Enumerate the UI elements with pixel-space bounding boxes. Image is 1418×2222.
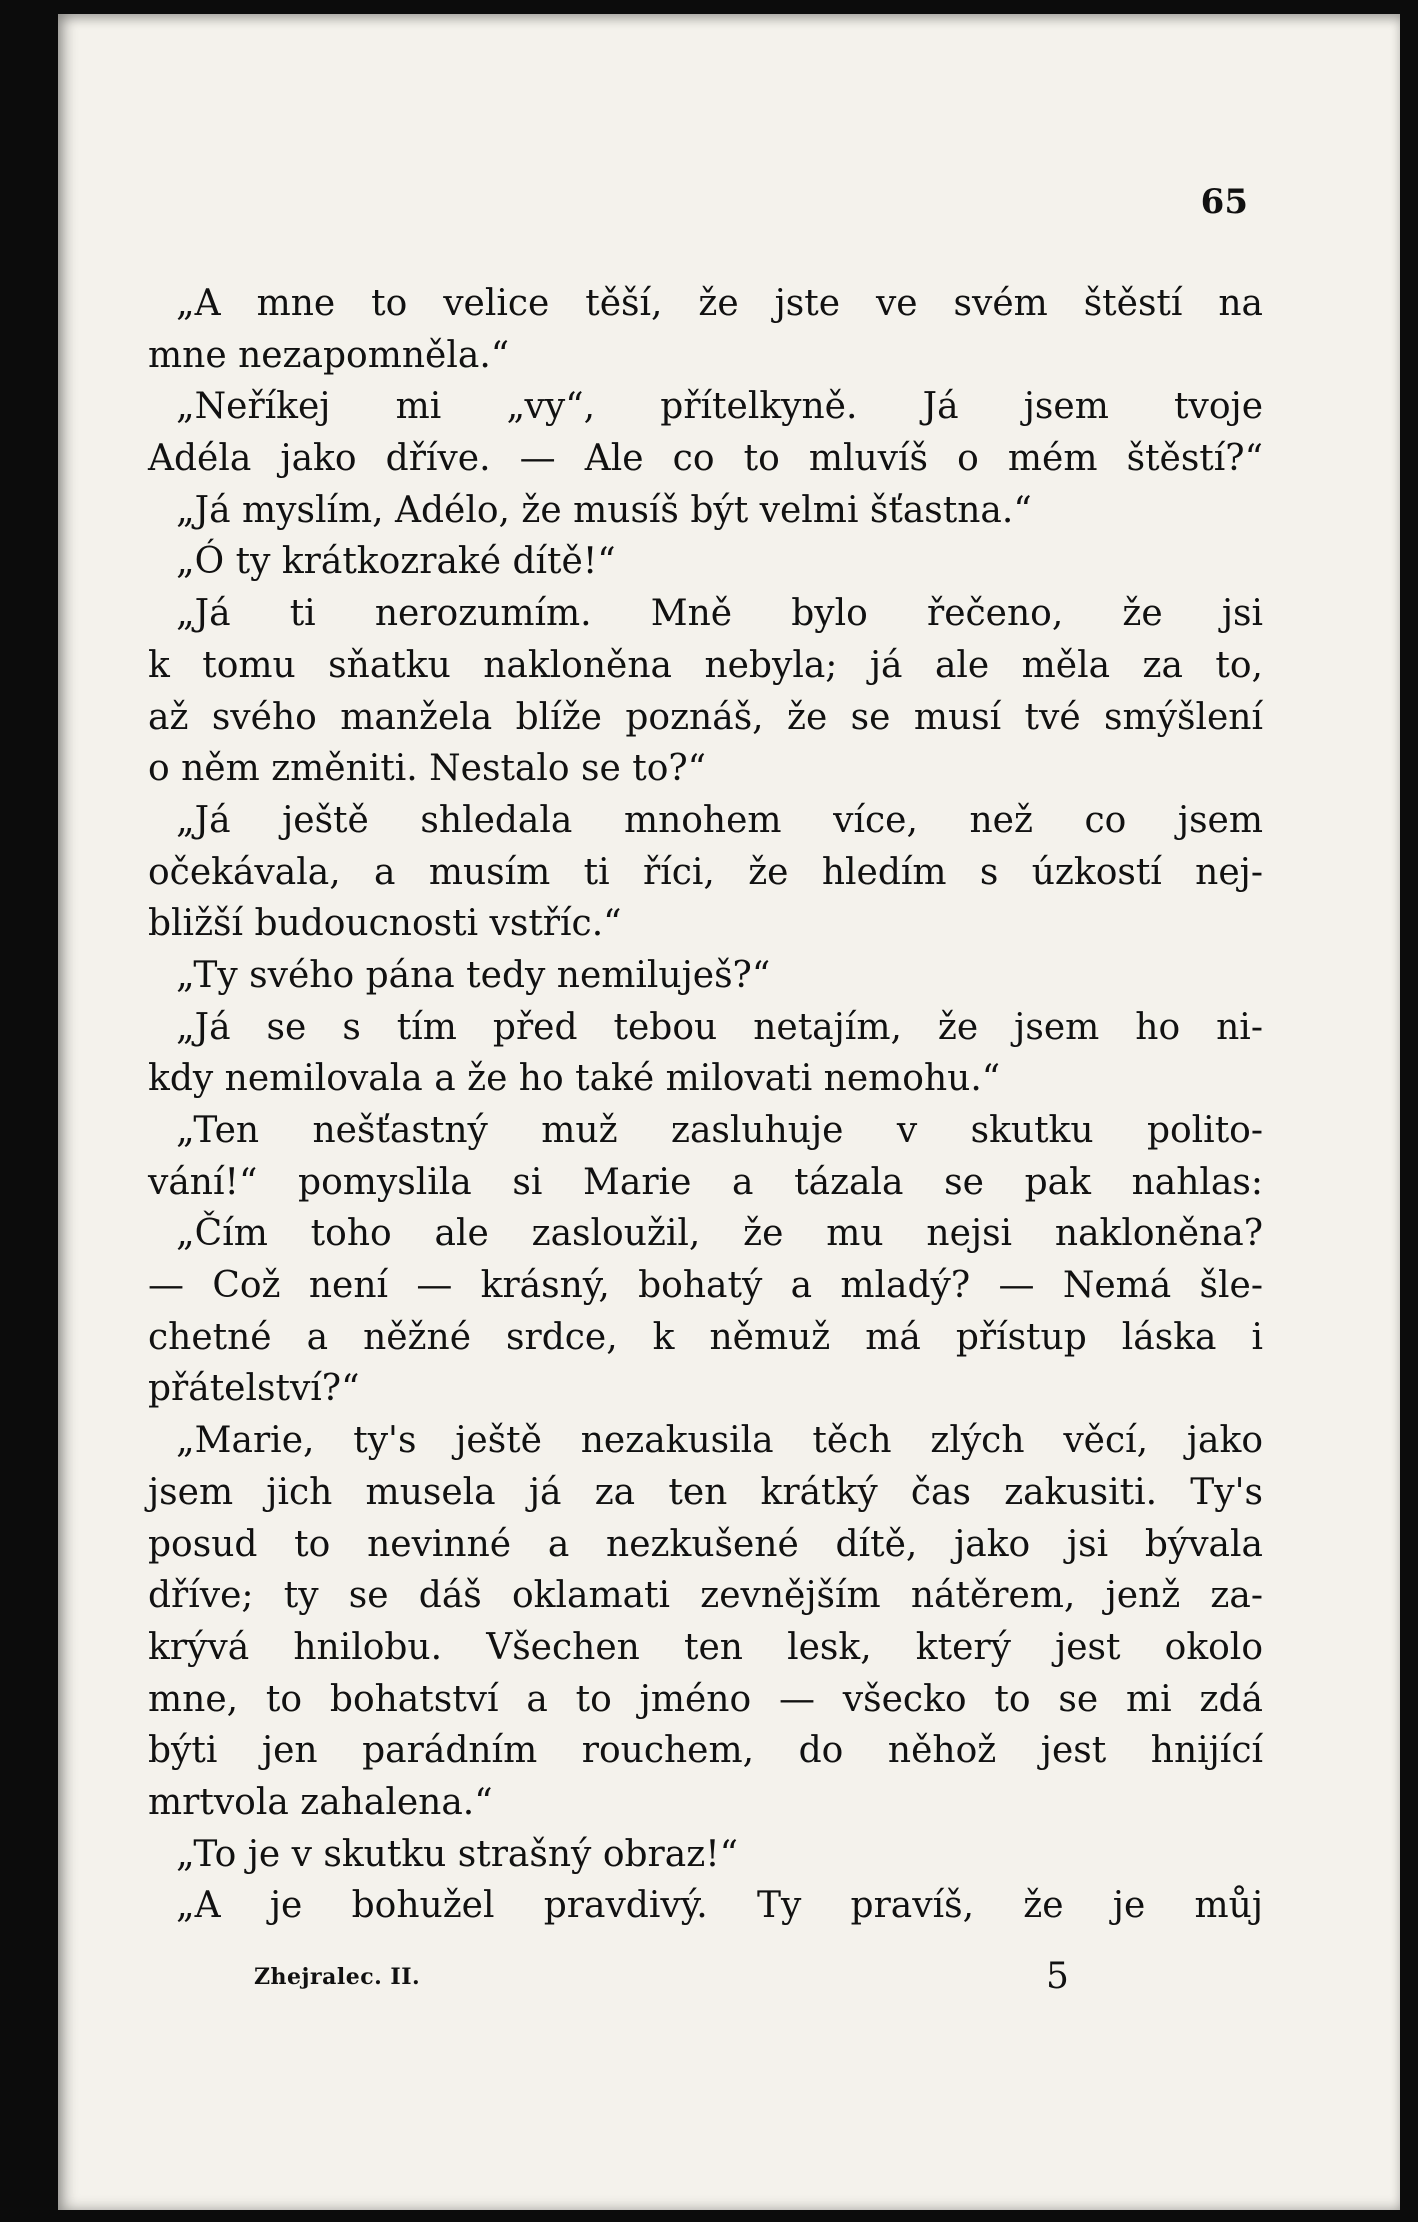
text-line: „Neříkej mi „vy“, přítelkyně. Já jsem tvoje xyxy=(176,386,1263,428)
text-line: býti jen parádním rouchem, do něhož jest hnijící xyxy=(148,1730,1263,1772)
text-line: kdy nemilovala a že ho také milovati nemohu.“ xyxy=(148,1058,1001,1100)
text-line: „Ty svého pána tedy nemiluješ?“ xyxy=(176,954,771,996)
text-line: „A je bohužel pravdivý. Ty pravíš, že je můj xyxy=(176,1885,1263,1927)
text-line: o něm změniti. Nestalo se to?“ xyxy=(148,748,707,790)
sheet-number: 5 xyxy=(1046,1956,1069,1997)
text-line: Adéla jako dříve. — Ale co to mluvíš o mém štěstí?“ xyxy=(148,438,1263,480)
page-footer xyxy=(254,1956,1154,2006)
footer-signature: Zhejralec. II. xyxy=(254,1964,421,1990)
text-line: mrtvola zahalena.“ xyxy=(148,1781,493,1823)
text-line: „A mne to velice těší, že jste ve svém štěstí na xyxy=(176,283,1263,324)
book-page xyxy=(58,14,1400,2210)
page-number: 65 xyxy=(1200,182,1248,222)
text-line: posud to nevinné a nezkušené dítě, jako jsi bývala xyxy=(148,1523,1263,1565)
text-line: „Marie, ty's ještě nezakusila těch zlých věcí, jako xyxy=(176,1420,1263,1462)
text-line: mne nezapomněla.“ xyxy=(148,334,510,376)
body-text xyxy=(148,278,1263,1932)
text-line: očekávala, a musím ti říci, že hledím s úzkostí nej- xyxy=(148,851,1263,893)
text-line: krývá hnilobu. Všechen ten lesk, který jest okolo xyxy=(148,1626,1263,1668)
text-line: „Čím toho ale zasloužil, že mu nejsi nakloněna? xyxy=(176,1213,1263,1255)
text-line: vání!“ pomyslila si Marie a tázala se pak nahlas: xyxy=(148,1161,1263,1203)
text-line: „Ten nešťastný muž zasluhuje v skutku polito- xyxy=(176,1110,1263,1151)
text-line: bližší budoucnosti vstříc.“ xyxy=(148,903,622,945)
text-line: chetné a něžné srdce, k němuž má přístup láska i xyxy=(148,1316,1263,1358)
text-line: až svého manžela blíže poznáš, že se musí tvé smýšlení xyxy=(148,696,1263,738)
text-line: dříve; ty se dáš oklamati zevnějším nátěrem, jenž za- xyxy=(148,1575,1263,1617)
text-line: — Což není — krásný, bohatý a mladý? — Nemá šle- xyxy=(148,1265,1263,1307)
text-line: k tomu sňatku nakloněna nebyla; já ale měla za to, xyxy=(148,644,1263,686)
text-line: „Já ještě shledala mnohem více, než co jsem xyxy=(176,799,1263,841)
text-line: „Ó ty krátkozraké dítě!“ xyxy=(176,541,616,583)
text-line: jsem jich musela já za ten krátký čas zakusiti. Ty's xyxy=(148,1471,1263,1513)
text-line: „To je v skutku strašný obraz!“ xyxy=(176,1833,739,1875)
text-line: „Já ti nerozumím. Mně bylo řečeno, že jsi xyxy=(176,593,1263,635)
text-line: „Já myslím, Adélo, že musíš být velmi šťastna.“ xyxy=(176,489,1032,531)
text-line: přátelství?“ xyxy=(148,1368,360,1410)
text-line: mne, to bohatství a to jméno — všecko to se mi zdá xyxy=(148,1678,1263,1720)
text-line: „Já se s tím před tebou netajím, že jsem ho ni- xyxy=(176,1006,1263,1048)
